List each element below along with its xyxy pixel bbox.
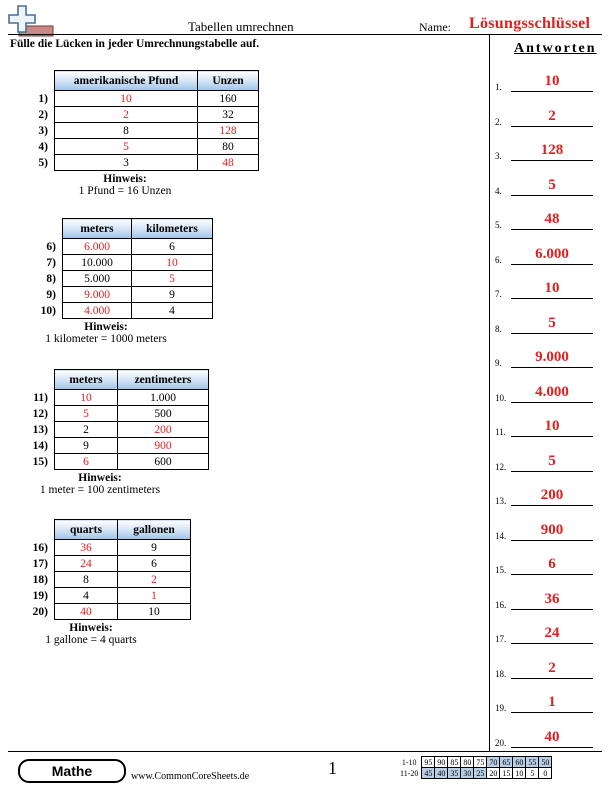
hint-text: 1 gallone = 4 quarts (45, 634, 137, 646)
score-cell: 35 (448, 768, 461, 779)
answer-line (511, 505, 593, 506)
answer-value: 2 (548, 107, 556, 124)
answer-value: 24 (544, 625, 560, 641)
score-cell: 10 (513, 768, 526, 779)
answer-value: 2 (548, 659, 556, 676)
conversion-table (20, 369, 209, 470)
answer-row (493, 555, 603, 577)
conversion-table (20, 519, 191, 620)
filled-answer-cell: 4.000 (63, 303, 132, 319)
answer-number: 17. (495, 634, 507, 644)
score-cell: 65 (500, 757, 513, 768)
score-cell: 60 (513, 757, 526, 768)
answer-row (493, 452, 603, 474)
column-header: quarts (55, 520, 118, 540)
answer-value: 1 (548, 694, 556, 710)
problem-number: 9) (46, 288, 56, 301)
answer-number: 19. (495, 703, 507, 713)
header-divider (8, 34, 602, 35)
conversion-table (20, 70, 259, 171)
answer-row (493, 383, 603, 405)
conversion-block (20, 70, 259, 197)
answer-value: 48 (544, 211, 560, 227)
column-header: gallonen (118, 520, 191, 540)
given-value-cell: 6 (118, 556, 191, 572)
header-spacer (20, 71, 55, 91)
answer-line (511, 298, 593, 299)
score-cell: 70 (487, 757, 500, 768)
given-value-cell: 4 (55, 588, 118, 604)
answer-value: 6 (548, 556, 556, 572)
page-number: 1 (328, 758, 337, 778)
score-cell: 80 (461, 757, 474, 768)
score-cell: 40 (435, 768, 448, 779)
answer-line (511, 436, 593, 437)
score-cell: 25 (474, 768, 487, 779)
given-value-cell: 9 (55, 438, 118, 454)
score-row (398, 768, 552, 779)
answer-number: 2. (495, 116, 502, 127)
score-cell: 95 (422, 757, 435, 768)
answer-value: 6.000 (535, 245, 569, 262)
answer-number: 20. (495, 737, 507, 748)
answer-value: 5 (548, 452, 556, 469)
answer-row (493, 693, 603, 715)
table-row (20, 390, 209, 406)
answer-column-divider (489, 34, 490, 751)
answer-number: 8. (495, 323, 502, 334)
worksheet-title: Tabellen umrechnen (188, 19, 294, 34)
subject-badge: Mathe (18, 759, 126, 783)
website-link[interactable]: www.CommonCoreSheets.de (131, 771, 250, 782)
filled-answer-cell: 128 (198, 123, 259, 139)
problem-number: 12) (32, 407, 48, 420)
filled-answer-cell: 36 (55, 540, 118, 556)
answer-number: 18. (495, 668, 507, 679)
filled-answer-cell: 48 (198, 155, 259, 171)
answer-row (493, 72, 603, 94)
given-value-cell: 2 (55, 422, 118, 438)
table-row (20, 406, 209, 422)
table-header-row (20, 370, 209, 390)
given-value-cell: 6 (132, 239, 213, 255)
table-header-row (20, 71, 259, 91)
column-header: Unzen (198, 71, 259, 91)
answer-row (493, 659, 603, 681)
answer-row (493, 417, 603, 439)
problem-number: 5) (38, 156, 48, 169)
problem-number: 7) (46, 256, 56, 269)
answer-number: 15. (495, 565, 507, 575)
filled-answer-cell: 40 (55, 604, 118, 620)
answer-line (511, 160, 593, 161)
answer-number: 11. (495, 427, 506, 437)
given-value-cell: 10.000 (63, 255, 132, 271)
answer-row (493, 486, 603, 508)
answer-number: 5. (495, 220, 502, 230)
answer-line (511, 609, 593, 610)
table-row (28, 303, 213, 319)
answer-value: 4.000 (535, 383, 569, 400)
given-value-cell: 32 (198, 107, 259, 123)
table-row (20, 139, 259, 155)
given-value-cell: 10 (118, 604, 191, 620)
table-row (20, 556, 191, 572)
conversion-table (28, 218, 213, 319)
hint-text: 1 Pfund = 16 Unzen (78, 185, 172, 197)
filled-answer-cell: 10 (55, 390, 118, 406)
problem-number: 1) (38, 92, 48, 105)
filled-answer-cell: 2 (55, 107, 198, 123)
answer-line (511, 540, 593, 541)
answer-line (511, 402, 593, 403)
problem-number: 10) (40, 304, 56, 317)
hint-title: Hinweis: (69, 622, 113, 634)
score-cell: 50 (539, 757, 552, 768)
answer-number: 14. (495, 530, 507, 541)
table-header-row (20, 520, 191, 540)
answer-row (493, 728, 603, 750)
answer-row (493, 245, 603, 267)
answer-value: 36 (544, 590, 560, 607)
table-row (20, 91, 259, 107)
score-cell: 15 (500, 768, 513, 779)
answer-line (511, 333, 593, 334)
filled-answer-cell: 900 (118, 438, 209, 454)
answers-heading: Antworten (514, 41, 597, 56)
score-table (398, 756, 552, 779)
answer-line (511, 747, 593, 748)
given-value-cell: 8 (55, 123, 198, 139)
answer-line (511, 195, 593, 196)
answer-number: 6. (495, 254, 502, 265)
answer-number: 4. (495, 185, 502, 196)
table-header-row (28, 219, 213, 239)
problem-number: 17) (32, 557, 48, 570)
filled-answer-cell: 24 (55, 556, 118, 572)
given-value-cell: 1.000 (118, 390, 209, 406)
column-header: meters (55, 370, 118, 390)
hint-text: 1 kilometer = 1000 meters (45, 333, 167, 345)
score-cell: 20 (487, 768, 500, 779)
answer-row (493, 279, 603, 301)
answer-row (493, 107, 603, 129)
answer-number: 16. (495, 599, 507, 610)
answer-row (493, 314, 603, 336)
answer-number: 13. (495, 496, 507, 506)
filled-answer-cell: 5 (55, 406, 118, 422)
answer-number: 10. (495, 392, 507, 403)
table-row (20, 588, 191, 604)
filled-answer-cell: 10 (132, 255, 213, 271)
score-row-label: 11-20 (400, 768, 419, 778)
answer-value: 128 (540, 142, 564, 158)
table-row (20, 454, 209, 470)
problem-number: 20) (32, 605, 48, 618)
given-value-cell: 4 (132, 303, 213, 319)
answer-value: 10 (544, 418, 560, 434)
given-value-cell: 160 (198, 91, 259, 107)
problem-number: 15) (32, 455, 48, 468)
score-cell: 45 (422, 768, 435, 779)
column-header: kilometers (132, 219, 213, 239)
answer-value: 40 (544, 728, 560, 745)
given-value-cell: 5.000 (63, 271, 132, 287)
score-cell: 55 (526, 757, 539, 768)
header-spacer (20, 370, 55, 390)
table-row (28, 239, 213, 255)
problem-number: 3) (38, 124, 48, 137)
table-row (20, 107, 259, 123)
problem-number: 19) (32, 589, 48, 602)
answer-row (493, 210, 603, 232)
name-label: Name: (419, 20, 451, 34)
score-cell: 30 (461, 768, 474, 779)
score-cell: 75 (474, 757, 487, 768)
answer-number: 3. (495, 151, 502, 161)
table-row (20, 572, 191, 588)
filled-answer-cell: 9.000 (63, 287, 132, 303)
column-header: amerikanische Pfund (55, 71, 198, 91)
problem-number: 13) (32, 423, 48, 436)
answer-row (493, 521, 603, 543)
problem-number: 4) (38, 140, 48, 153)
answer-row (493, 590, 603, 612)
table-row (28, 255, 213, 271)
answer-number: 1. (495, 82, 502, 92)
conversion-block (20, 369, 209, 496)
problem-number: 6) (46, 240, 56, 253)
answer-line (511, 678, 593, 679)
answer-line (511, 643, 593, 644)
filled-answer-cell: 6.000 (63, 239, 132, 255)
answer-value: 5 (548, 314, 556, 331)
problem-number: 14) (32, 439, 48, 452)
score-cell: 0 (539, 768, 552, 779)
score-cell: 90 (435, 757, 448, 768)
filled-answer-cell: 5 (132, 271, 213, 287)
table-row (20, 540, 191, 556)
answer-key-title: Lösungsschlüssel (469, 15, 591, 32)
filled-answer-cell: 2 (118, 572, 191, 588)
footer-divider (8, 751, 602, 752)
instructions: Fülle die Lücken in jeder Umrechnungstabelle auf. (10, 38, 260, 50)
answer-value: 10 (544, 280, 560, 296)
filled-answer-cell: 1 (118, 588, 191, 604)
given-value-cell: 3 (55, 155, 198, 171)
answer-value: 9.000 (535, 349, 569, 365)
hint-title: Hinweis: (103, 173, 147, 185)
answer-row (493, 624, 603, 646)
header-spacer (20, 520, 55, 540)
answer-line (511, 264, 593, 265)
answer-number: 12. (495, 461, 507, 472)
hint-title: Hinweis: (84, 321, 128, 333)
given-value-cell: 9 (118, 540, 191, 556)
hint-title: Hinweis: (78, 472, 122, 484)
given-value-cell: 500 (118, 406, 209, 422)
answer-row (493, 141, 603, 163)
table-row (28, 271, 213, 287)
answer-value: 900 (540, 521, 564, 538)
given-value-cell: 80 (198, 139, 259, 155)
table-row (20, 155, 259, 171)
answer-line (511, 229, 593, 230)
answer-line (511, 91, 593, 92)
answer-number: 9. (495, 358, 502, 368)
table-row (20, 604, 191, 620)
problem-number: 11) (33, 391, 48, 404)
problem-number: 2) (38, 108, 48, 121)
table-row (28, 287, 213, 303)
filled-answer-cell: 5 (55, 139, 198, 155)
score-cell: 5 (526, 768, 539, 779)
answer-row (493, 176, 603, 198)
answer-value: 10 (544, 73, 560, 89)
answer-number: 7. (495, 289, 502, 299)
problem-number: 16) (32, 541, 48, 554)
given-value-cell: 600 (118, 454, 209, 470)
given-value-cell: 8 (55, 572, 118, 588)
column-header: meters (63, 219, 132, 239)
logo-icon (5, 4, 55, 38)
header-spacer (28, 219, 63, 239)
score-cell: 85 (448, 757, 461, 768)
answer-line (511, 712, 593, 713)
problem-number: 8) (46, 272, 56, 285)
answer-line (511, 126, 593, 127)
table-row (20, 438, 209, 454)
answer-line (511, 574, 593, 575)
column-header: zentimeters (118, 370, 209, 390)
score-row (398, 757, 552, 768)
score-row-label: 1-10 (401, 757, 417, 767)
answer-line (511, 367, 593, 368)
answer-value: 5 (548, 176, 556, 193)
hint-text: 1 meter = 100 zentimeters (39, 484, 161, 496)
problem-number: 18) (32, 573, 48, 586)
filled-answer-cell: 10 (55, 91, 198, 107)
filled-answer-cell: 6 (55, 454, 118, 470)
conversion-block (20, 519, 191, 646)
filled-answer-cell: 200 (118, 422, 209, 438)
table-row (20, 422, 209, 438)
given-value-cell: 9 (132, 287, 213, 303)
table-row (20, 123, 259, 139)
conversion-block (28, 218, 213, 345)
answer-value: 200 (540, 487, 564, 503)
answer-row (493, 348, 603, 370)
answer-line (511, 471, 593, 472)
